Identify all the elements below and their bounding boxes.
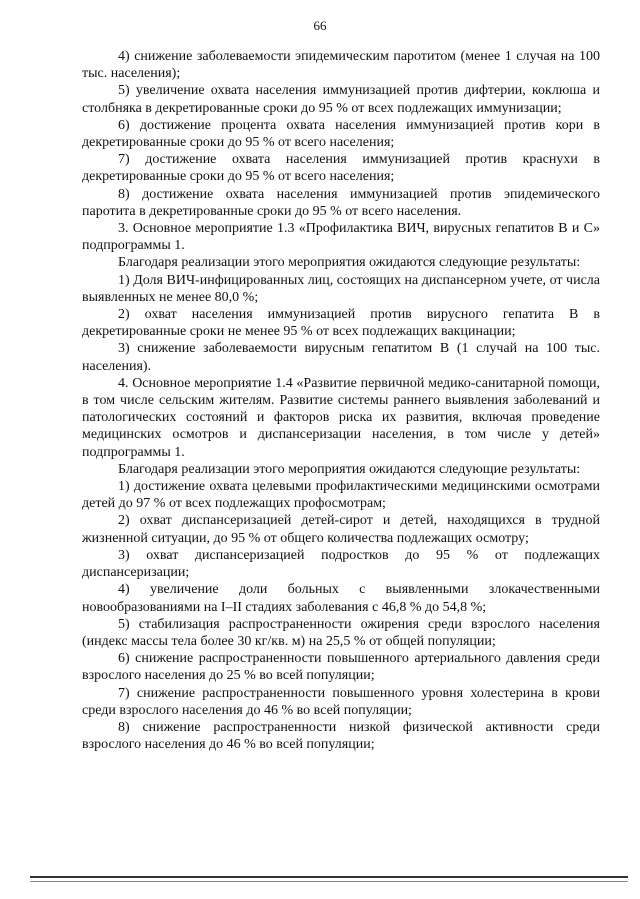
paragraph: 8) снижение распространенности низкой физической активности среди взрослого населения до 46 % во всей популяции; (82, 719, 600, 753)
paragraph: 7) достижение охвата населения иммунизацией против краснухи в декретированные сроки до 95 % от всего населения; (82, 152, 600, 185)
paragraph: 3) снижение заболеваемости вирусным гепатитом В (1 случай на 100 тыс. населения). (82, 341, 600, 374)
paragraph: 1) Доля ВИЧ-инфицированных лиц, состоящих на диспансерном учете, от числа выявленных не менее 80,0 %; (82, 272, 600, 305)
paragraph: 2) охват диспансеризацией детей-сирот и детей, находящихся в трудной жизненной ситуации, до 95 % от общего количества подлежащих осмотру; (82, 513, 600, 546)
paragraph: 7) снижение распространенности повышенного уровня холестерина в крови среди взрослого населения до 46 % во всей популяции; (82, 685, 600, 718)
paragraph: 4) снижение заболеваемости эпидемическим паротитом (менее 1 случая на 100 тыс. населения); (82, 49, 600, 82)
paragraph: 1) достижение охвата целевыми профилактическими медицинскими осмотрами детей до 97 % от всех подлежащих профосмотрам; (82, 479, 600, 512)
paragraph: 6) достижение процента охвата населения иммунизацией против кори в декретированные сроки до 95 % от всего населения; (82, 117, 600, 151)
page-number: 66 (313, 18, 327, 33)
paragraph: 6) снижение распространенности повышенного артериального давления среди взрослого населения до 25 % во всей популяции; (82, 651, 600, 684)
paragraph: 4. Основное мероприятие 1.4 «Развитие первичной медико-санитарной помощи, в том числе сельским жителям. Развитие системы раннего выявления заболеваний и патологических состояний и факторов риска их развития, включая проведение медицинских осмотров и диспансеризации населения, в том числе у детей» подпрограммы 1. (82, 375, 600, 460)
paragraph: 3. Основное мероприятие 1.3 «Профилактика ВИЧ, вирусных гепатитов В и С» подпрограммы 1. (82, 221, 600, 254)
paragraph: 4) увеличение доли больных с выявленными злокачественными новообразованиями на I–II стадиях заболевания с 46,8 % до 54,8 %; (82, 582, 600, 615)
paragraph: 8) достижение охвата населения иммунизацией против эпидемического паротита в декретированные сроки до 95 % от всего населения. (82, 186, 600, 219)
paragraph: Благодаря реализации этого мероприятия ожидаются следующие результаты: (118, 255, 581, 271)
bottom-divider-thin (30, 881, 628, 882)
bottom-divider (30, 876, 628, 878)
paragraph: 5) увеличение охвата населения иммунизацией против дифтерии, коклюша и столбняка в декретированные сроки до 95 % от всех подлежащих иммунизации; (82, 83, 600, 116)
paragraph: 2) охват населения иммунизацией против вирусного гепатита В в декретированные сроки не менее 95 % от всех подлежащих вакцинации; (82, 307, 600, 340)
paragraph: Благодаря реализации этого мероприятия ожидаются следующие результаты: (118, 461, 581, 477)
document-body (82, 48, 600, 753)
paragraph: 3) охват диспансеризацией подростков до 95 % от подлежащих диспансеризации; (82, 547, 600, 581)
paragraph: 5) стабилизация распространенности ожирения среди взрослого населения (индекс массы тела более 30 кг/кв. м) на 25,5 % от общей популяции; (82, 616, 600, 649)
